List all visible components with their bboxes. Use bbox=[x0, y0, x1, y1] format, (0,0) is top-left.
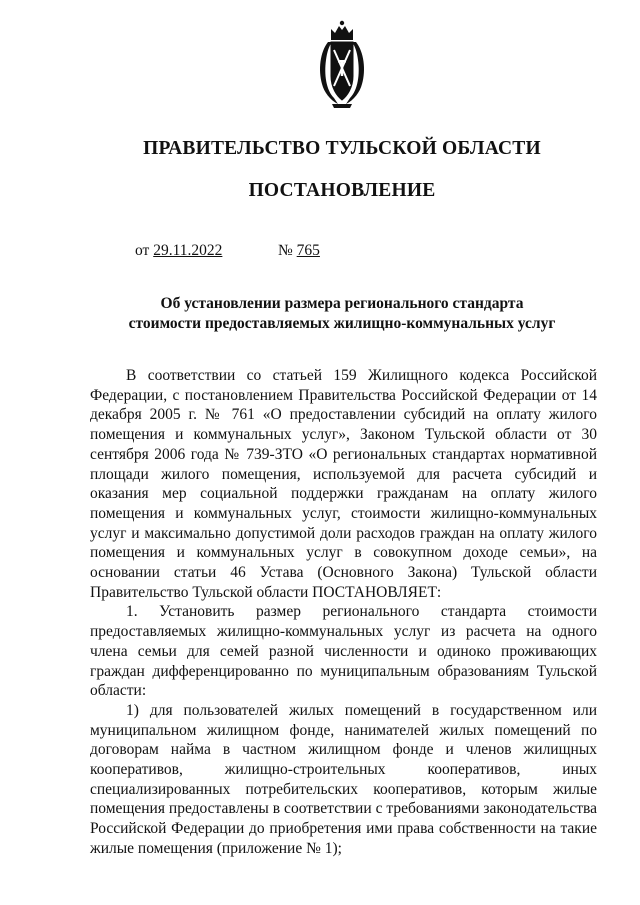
subject-line-2: стоимости предоставляемых жилищно-коммунальных услуг bbox=[128, 315, 556, 332]
organization-title: ПРАВИТЕЛЬСТВО ТУЛЬСКОЙ ОБЛАСТИ bbox=[143, 138, 541, 159]
preamble-paragraph: В соответствии со статьей 159 Жилищного кодекса Российской Федерации, с постановлением Правительства Российской Федерации от 14 декабря 2005 г. № 761 «О предоставлении субсидий на оплату жилого помещения и коммунальных услуг», Законом Тульской области от 30 сентября 2006 года № 739-ЗТО «О региональных стандартах нормативной площади жилого помещения, используемой для расчета субсидий и оказания мер социальной поддержки гражданам на оплату жилого помещения и коммунальных услуг, стоимости жилищно-коммунальных услуг и максимально допустимой доли расходов граждан на оплату жилого помещения и коммунальных услуг в совокупном доходе семьи», на основании статьи 46 Устава (Основного Закона) Тульской области Правительство Тульской области ПОСТАНОВЛЯЕТ: bbox=[90, 367, 597, 601]
document-body bbox=[90, 366, 597, 859]
item-1-paragraph: 1. Установить размер регионального стандарта стоимости предоставляемых жилищно-коммунальных услуг из расчета на одного члена семьи для семей разной численности и одиноко проживающих граждан дифференцированно по муниципальным образованиям Тульской области: bbox=[90, 603, 597, 700]
number-value: 765 bbox=[296, 242, 320, 259]
coat-of-arms-emblem bbox=[314, 18, 370, 110]
date-prefix: от bbox=[135, 242, 150, 259]
item-1-subitem-1-paragraph: 1) для пользователей жилых помещений в государственном или муниципальном жилищном фонде, нанимателей жилых помещений по договорам найма в частном жилищном фонде и членов жилищных кооперативов, жилищно-строительных кооперативов, иных специализированных потребительских кооперативов, которым жилые помещения предоставлены в соответствии с требованиями законодательства Российской Федерации до приобретения ими права собственности на такие жилые помещения (приложение № 1); bbox=[90, 701, 597, 857]
document-date bbox=[135, 242, 222, 260]
subject-line-1: Об установлении размера регионального стандарта bbox=[160, 295, 524, 312]
document-type-title: ПОСТАНОВЛЕНИЕ bbox=[248, 180, 436, 201]
number-prefix: № bbox=[278, 242, 293, 259]
date-value: 29.11.2022 bbox=[153, 242, 223, 259]
document-number bbox=[278, 242, 320, 260]
document-subject bbox=[90, 294, 594, 334]
